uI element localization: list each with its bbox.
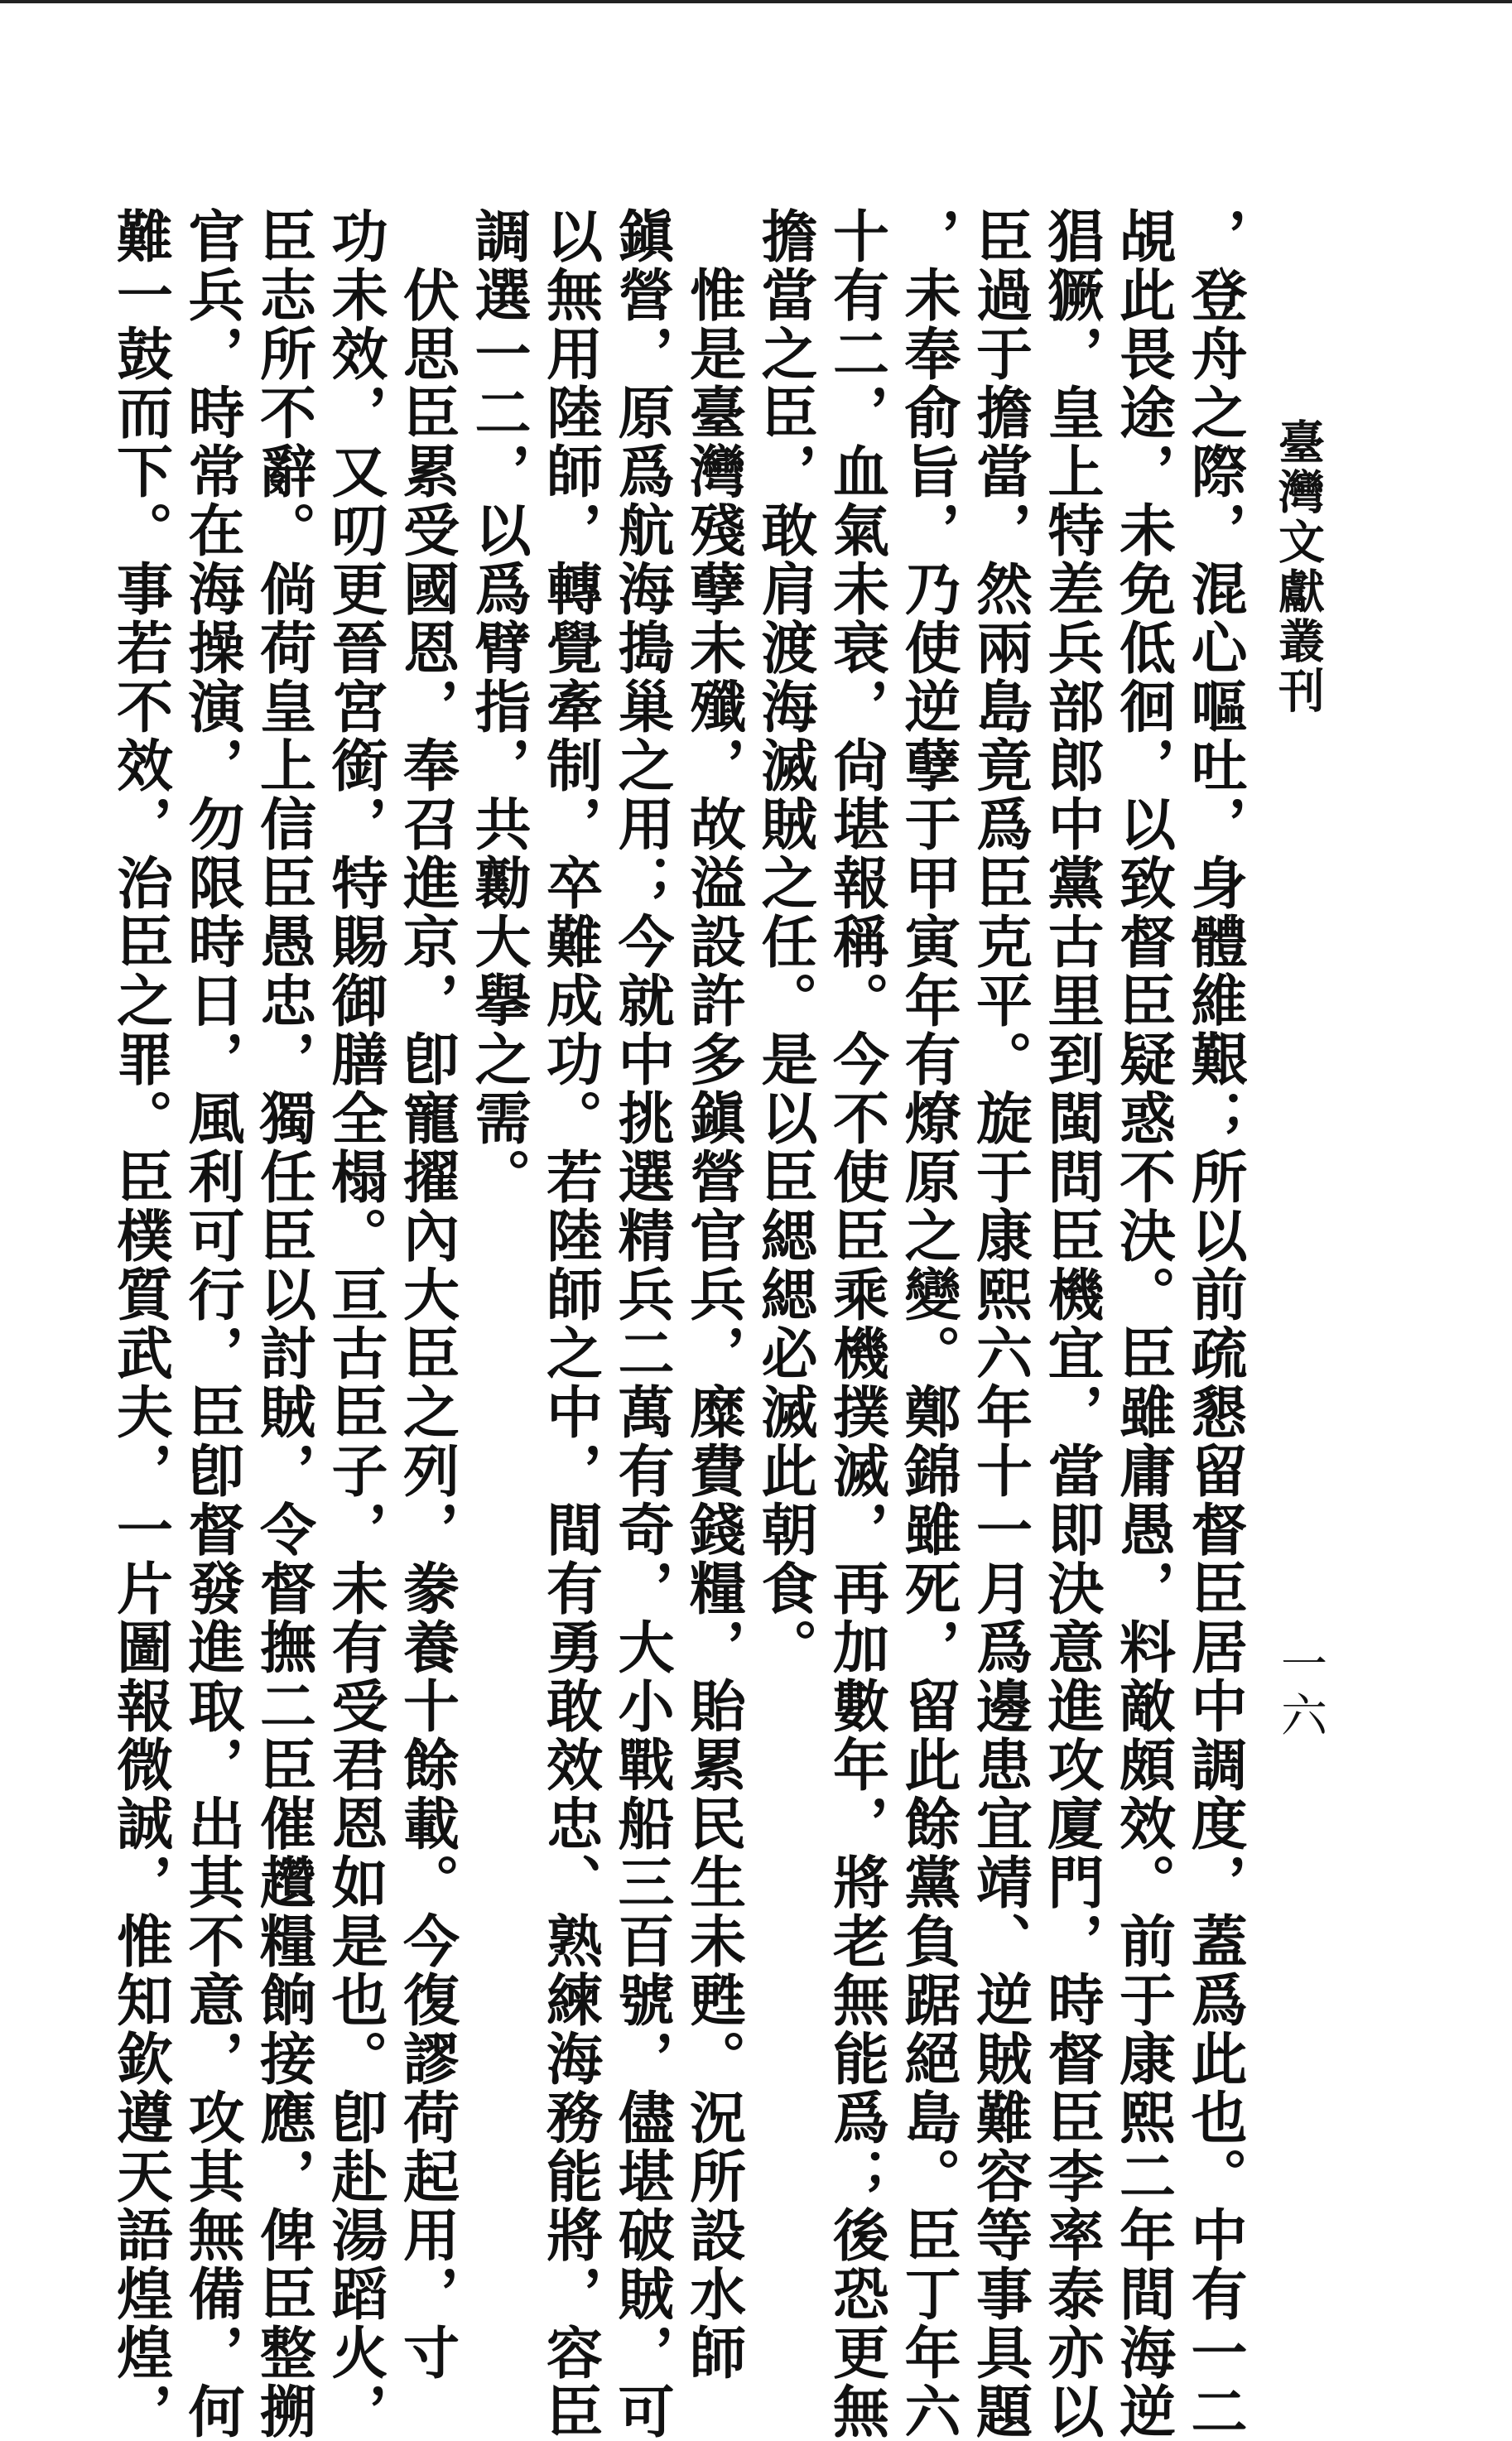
text-column: 覘此畏途，未免低徊，以致督臣疑惑不決。臣雖庸愚，料敵頗效。前于康熙二年間海逆 — [1110, 207, 1177, 2441]
text-column: ，登舟之際，混心嘔吐，身體維艱；所以前疏懇留督臣居中調度，蓋爲此也。中有一二 — [1182, 207, 1248, 2441]
text-column: 臣過于擔當，然兩島竟爲臣克平。旋于康熙六年十一月爲邊患宜靖、逆賊難容等事具題 — [966, 207, 1033, 2441]
text-column: 惟是臺灣殘孽未殲，故溢設許多鎭營官兵，糜費錢糧，貽累民生未甦。況所設水師 — [680, 207, 747, 2382]
text-column: ，未奉俞旨，乃使逆孽于甲寅年有燎原之變。鄭錦雖死，留此餘黨負踞絕島。臣丁年六 — [895, 207, 961, 2441]
text-column: 猖獗，皇上特差兵部郎中黨古里到閩問臣機宜，當即決意進攻廈門，時督臣李率泰亦以 — [1038, 207, 1105, 2441]
text-column: 官兵，時常在海操演，勿限時日，風利可行，臣卽督發進取，出其不意，攻其無備，何 — [179, 207, 245, 2441]
text-body — [107, 207, 1250, 2441]
text-column: 難一鼓而下。事若不效，治臣之罪。臣樸質武夫，一片圖報微誠，惟知欽遵天語煌煌， — [107, 207, 174, 2441]
text-column: 以無用陸師，轉覺牽制，卒難成功。若陸師之中，間有勇敢效忠、熟練海務能將，容臣 — [537, 207, 604, 2441]
text-column: 調選一二，以爲臂指，共勷大擧之需。 — [465, 207, 532, 1206]
top-border-rule — [0, 0, 1512, 3]
text-column: 功未效，又叨更晉宮銜，特賜御膳全榻。亘古臣子，未有受君恩如是也。卽赴湯蹈火， — [322, 207, 388, 2441]
page-number: 一六 — [1274, 1639, 1327, 1742]
text-column: 臣志所不辭。倘荷皇上信臣愚忠，獨任臣以討賊，令督撫二臣催趲糧餉接應，俾臣整搠 — [250, 207, 317, 2441]
text-column: 十有二，血氣未衰，尙堪報稱。今不使臣乘機撲滅，再加數年，將老無能爲；後恐更無 — [823, 207, 890, 2441]
running-title: 臺灣文獻叢刊 — [1271, 418, 1326, 716]
text-column: 伏思臣累受國恩，奉召進京，卽寵擢內大臣之列，豢養十餘載。今復謬荷起用，寸 — [393, 207, 460, 2382]
text-column: 鎭營，原爲航海搗巢之用；今就中挑選精兵二萬有奇，大小戰船三百號，儘堪破賊，可 — [609, 207, 675, 2441]
text-column: 擔當之臣，敢肩渡海滅賊之任。是以臣緦緦必滅此朝食。 — [752, 207, 818, 1677]
